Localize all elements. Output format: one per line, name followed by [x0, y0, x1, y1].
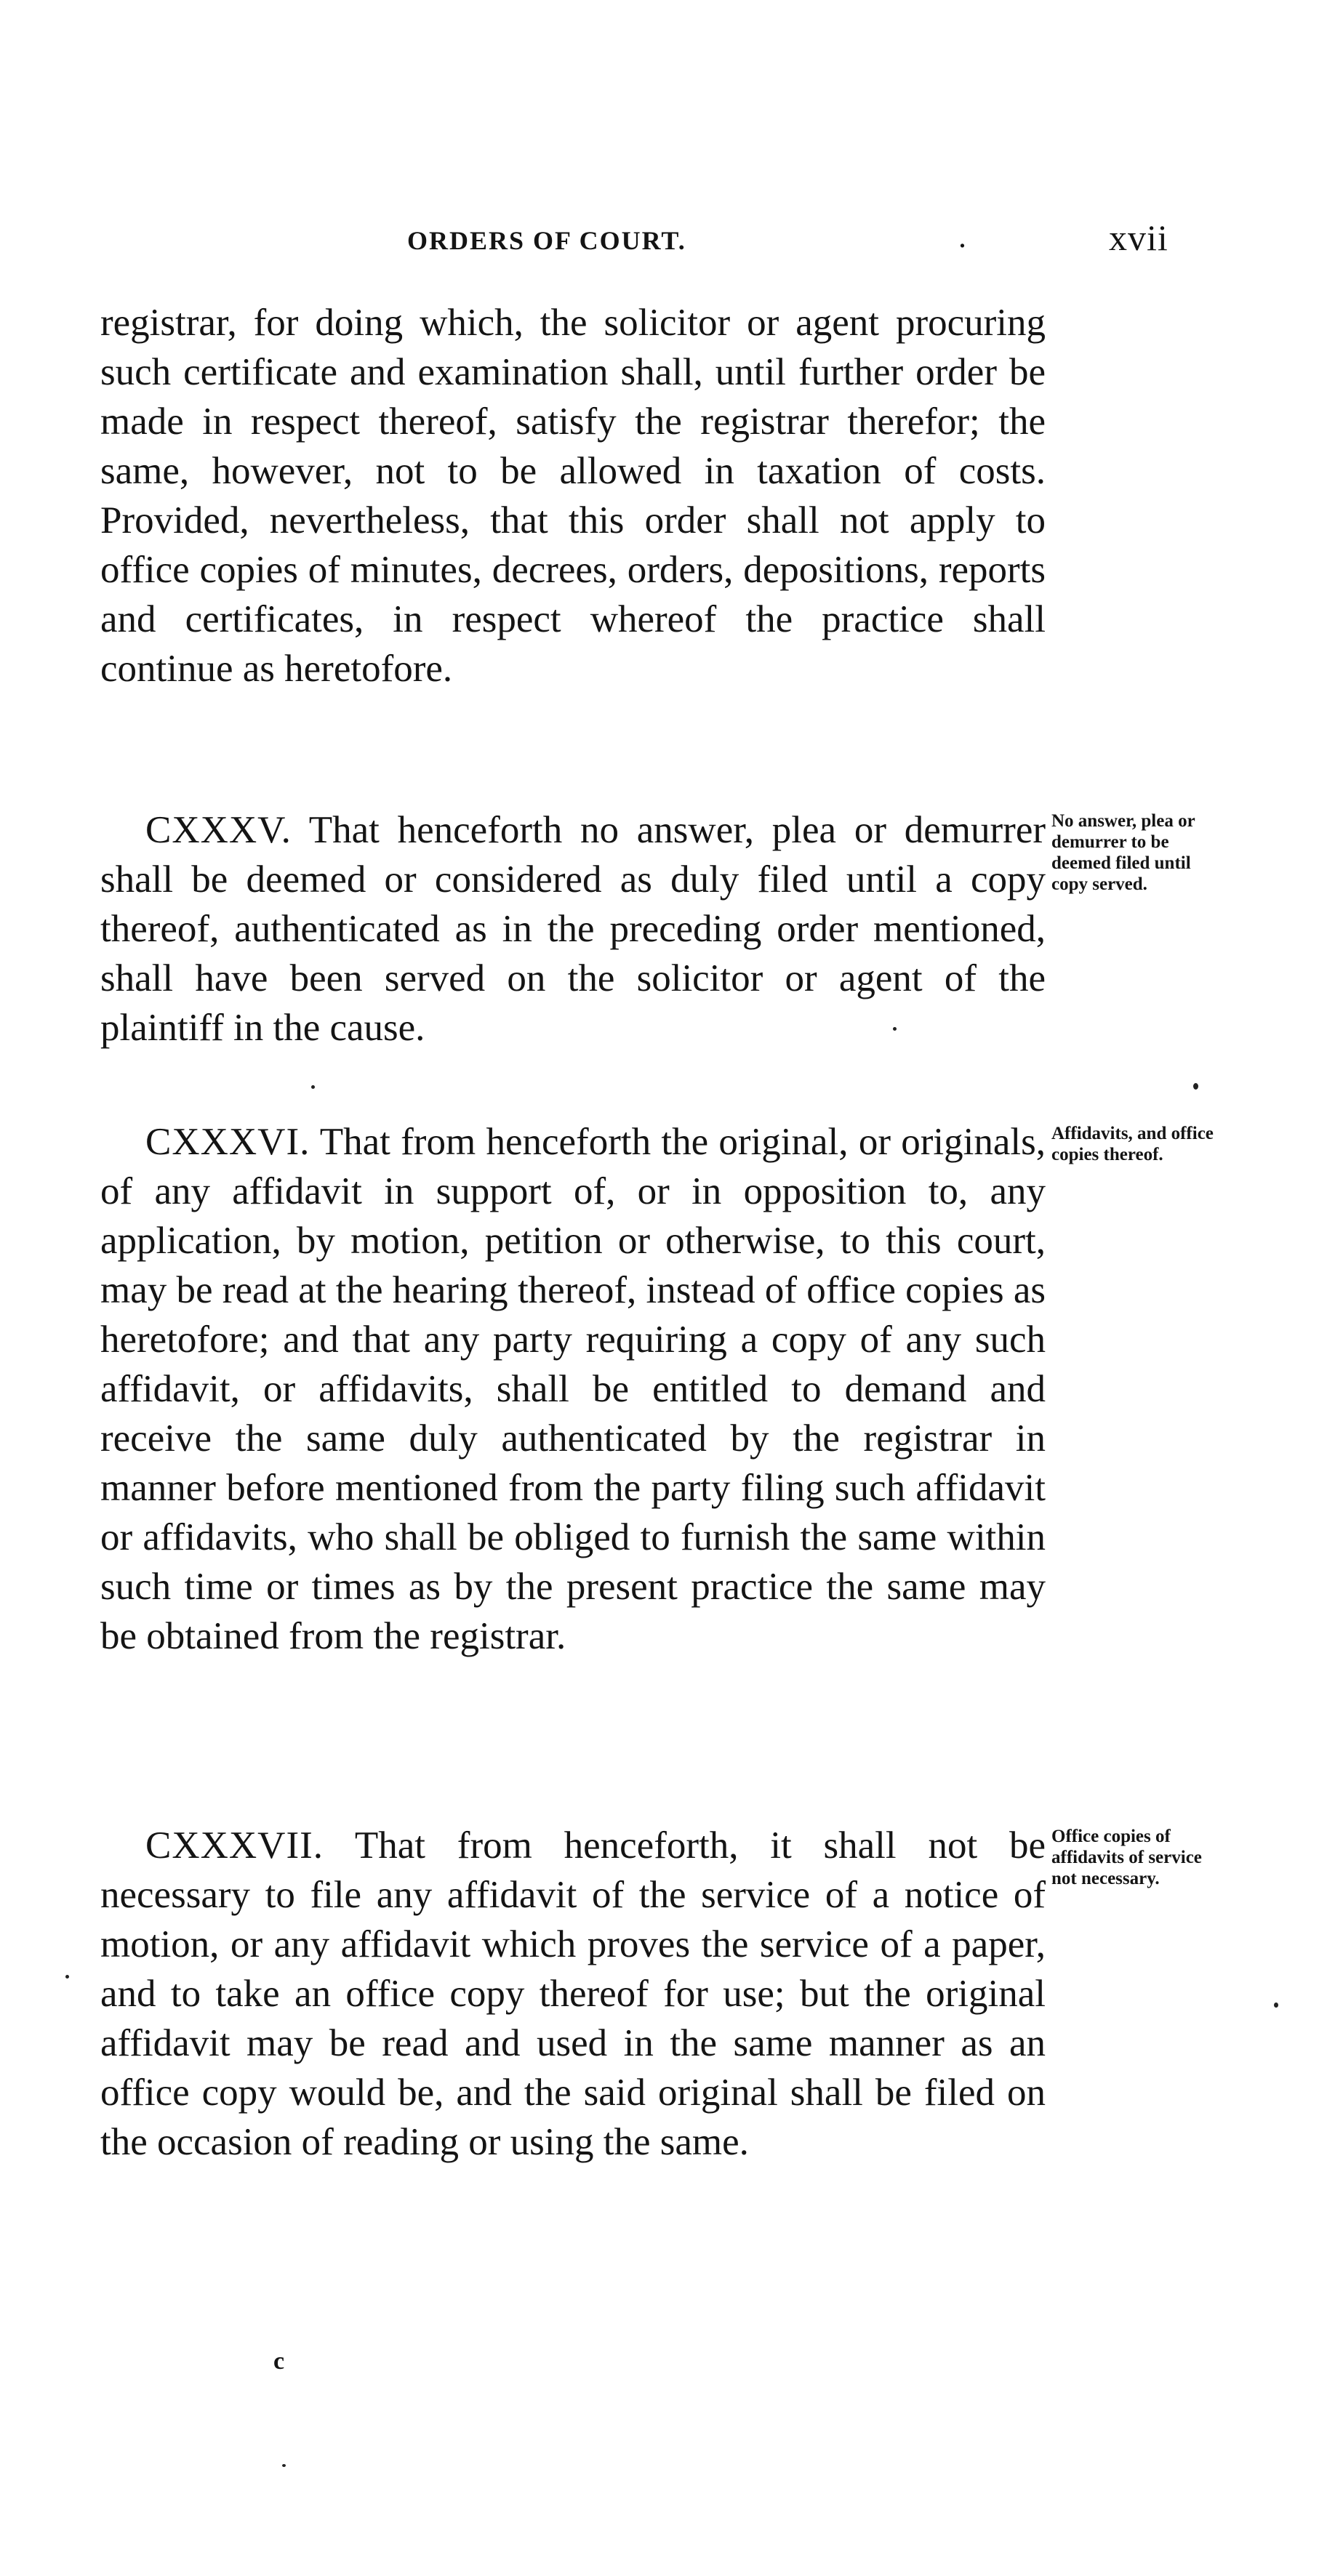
signature-mark: c	[273, 2348, 285, 2375]
marginal-note: No answer, plea or demurrer to be deemed filed until copy served.	[1051, 811, 1195, 894]
page-number: xvii	[1109, 217, 1168, 258]
paragraph-cxxxv	[100, 805, 1046, 1052]
marginal-note: Affidavits, and office copies thereof.	[1051, 1124, 1214, 1164]
marginal-note: Office copies of affidavits of service not necessary.	[1051, 1827, 1202, 1888]
ink-speck	[282, 2464, 286, 2467]
running-title: ORDERS OF COURT.	[407, 226, 686, 255]
paragraph-number: CXXXVI.	[145, 1121, 310, 1163]
header-separator: .	[958, 219, 966, 254]
paragraph-text: That from henceforth, it shall not be necessary to file any affidavit of the service of a notice of motion, or any affidavit which proves the service of a paper, and to take an office copy thereof for use; but the original affidavit may be read and used in the same manner as an office copy would be, and the said original shall be filed on the occasion of reading or using the same.	[100, 1824, 1046, 2163]
paragraph-text: That henceforth no answer, plea or demurrer shall be deemed or considered as duly filed until a copy thereof, authenticated as in the preceding order mentioned, shall have been served on the solicitor or agent of the plaintiff in the cause.	[100, 809, 1046, 1049]
paragraph-number: CXXXVII.	[145, 1824, 324, 1867]
ink-speck	[311, 1085, 315, 1089]
ink-speck	[893, 1027, 897, 1031]
paragraph-number: CXXXV.	[145, 809, 292, 851]
ink-speck	[65, 1975, 69, 1979]
paragraph-cxxxvi	[100, 1117, 1046, 1661]
ink-speck	[1193, 1083, 1198, 1090]
paragraph-continuation: registrar, for doing which, the solicitor or agent procuring such certificate and examination shall, until further order be made in respect thereof, satisfy the registrar therefor; the same, however, not to be allowed in taxation of costs. Provided, nevertheless, that this order shall not apply to office copies of minutes, decrees, orders, depositions, reports and certificates, in respect whereof the practice shall continue as heretofore.	[100, 302, 1046, 690]
paragraph-text: That from henceforth the original, or originals, of any affidavit in support of, or in opposition to, any application, by motion, petition or otherwise, to this court, may be read at the hearing thereof, instead of office copies as heretofore; and that any party requiring a copy of any such affidavit, or affidavits, shall be entitled to demand and receive the same duly authenticated by the registrar in manner before mentioned from the party filing such affidavit or affidavits, who shall be obliged to furnish the same within such time or times as by the present practice the same may be obtained from the registrar.	[100, 1121, 1046, 1657]
paragraph-cxxxvii	[100, 1821, 1046, 2167]
ink-speck	[1274, 2003, 1278, 2008]
